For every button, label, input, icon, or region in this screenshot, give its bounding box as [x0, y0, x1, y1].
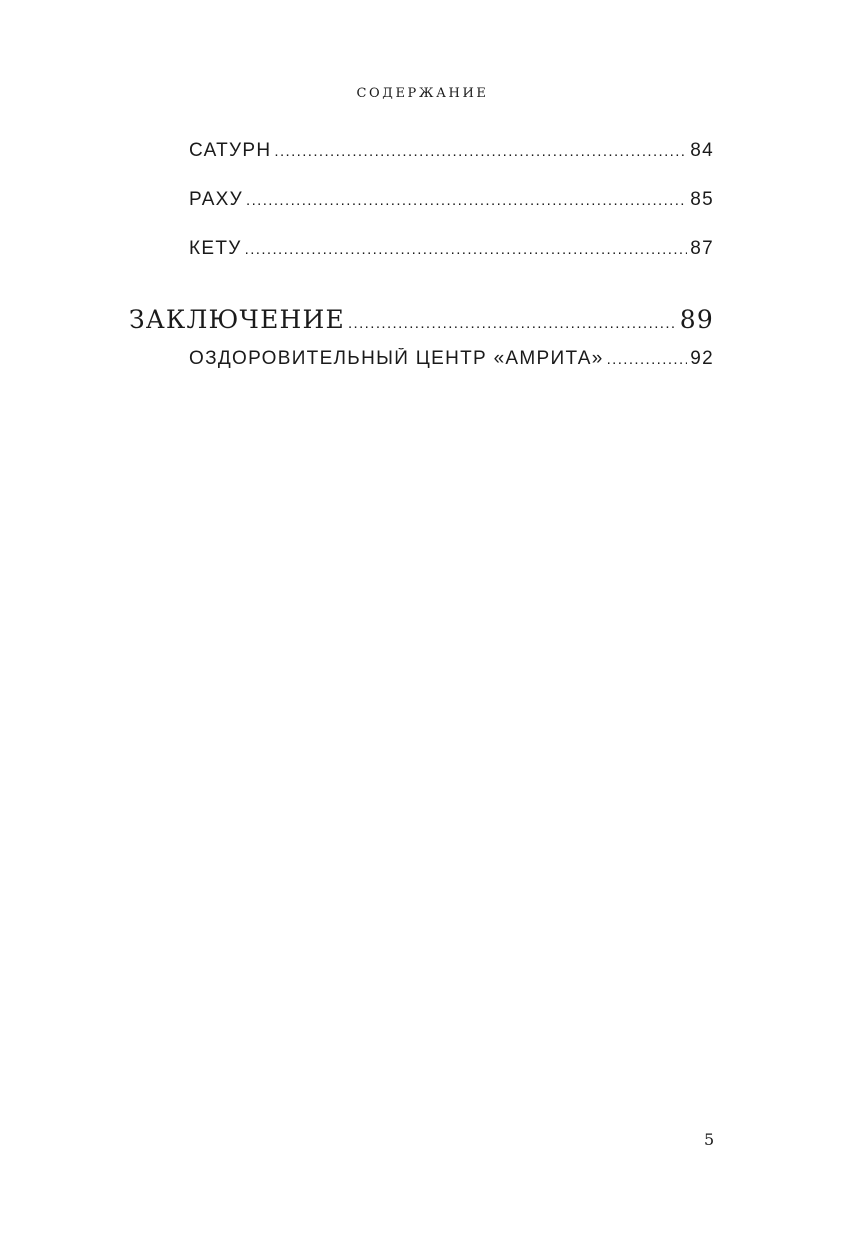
toc-entry-title: ОЗДОРОВИТЕЛЬНЫЙ ЦЕНТР «АМРИТА» — [189, 348, 604, 369]
page-number: 5 — [704, 1130, 715, 1149]
dot-leader — [607, 351, 688, 368]
toc-entry-page: 84 — [690, 140, 714, 161]
toc-entry-title: КЕТУ — [189, 238, 242, 259]
toc-entry-page: 87 — [690, 238, 714, 259]
toc-entry-title: ЗАКЛЮЧЕНИЕ — [129, 305, 345, 334]
running-head: СОДЕРЖАНИЕ — [356, 86, 489, 101]
toc-entry-page: 85 — [690, 189, 714, 210]
dot-leader — [274, 143, 687, 160]
toc-entry-conclusion[interactable] — [129, 305, 714, 334]
dot-leader — [348, 315, 677, 332]
toc-entry-ketu[interactable] — [189, 238, 714, 260]
toc-entry-page: 89 — [679, 305, 714, 334]
toc-entry-page: 92 — [690, 348, 714, 369]
toc-entry-amrita[interactable] — [189, 348, 714, 370]
toc-entry-saturn[interactable] — [189, 140, 714, 162]
dot-leader — [245, 241, 688, 258]
toc-entry-rahu[interactable] — [189, 189, 714, 211]
toc-entry-title: САТУРН — [189, 140, 272, 161]
dot-leader — [246, 192, 687, 209]
toc-entry-title: РАХУ — [189, 189, 244, 210]
